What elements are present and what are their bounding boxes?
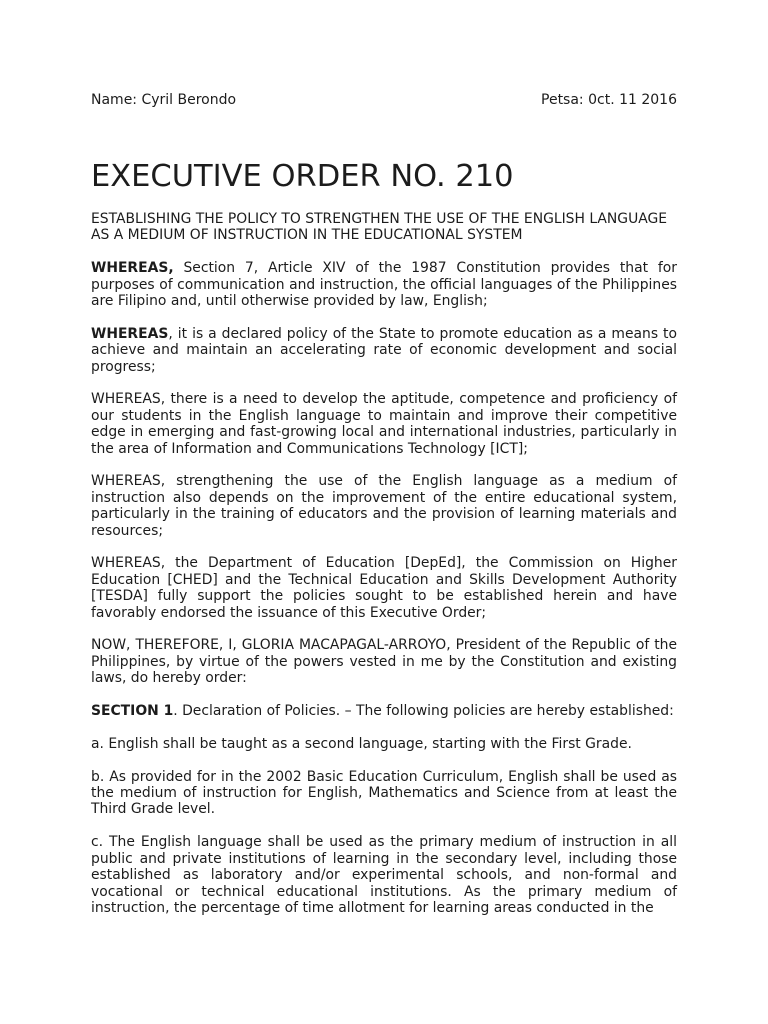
whereas-paragraph-3: WHEREAS, there is a need to develop the aptitude, competence and proficiency of our students in the English language to maintain and improve their competitive edge in emerging and fast-growing local and international industries, particularly in the area of Information and Communications Technology [ICT]; — [91, 391, 677, 457]
policy-item-c: c. The English language shall be used as the primary medium of instruction in all public and private institutions of learning in the secondary level, including those established as laboratory and/or experimental schools, and non-formal and vocational or technical educational institutions. As the primary medium of instruction, the percentage of time allotment for learning areas conducted in the — [91, 834, 677, 916]
whereas-paragraph-5: WHEREAS, the Department of Education [DepEd], the Commission on Higher Education [CHED] and the Technical Education and Skills Development Authority [TESDA] fully support the policies sought to be established herein and have favorably endorsed the issuance of this Executive Order; — [91, 555, 677, 621]
whereas-1-lead: WHEREAS, — [91, 260, 174, 277]
student-name: Name: Cyril Berondo — [91, 92, 237, 108]
document-date: Petsa: 0ct. 11 2016 — [541, 92, 677, 108]
whereas-paragraph-1 — [91, 260, 677, 309]
whereas-2-lead: WHEREAS — [91, 325, 169, 342]
policy-item-b: b. As provided for in the 2002 Basic Education Curriculum, English shall be used as the medium of instruction for English, Mathematics and Science from at least the Third Grade level. — [91, 768, 677, 818]
section-1-text: . Declaration of Policies. – The following policies are hereby established: — [173, 703, 674, 720]
whereas-paragraph-2 — [91, 326, 677, 375]
whereas-paragraph-4: WHEREAS, strengthening the use of the English language as a medium of instruction also depends on the improvement of the entire educational system, particularly in the training of educators and the provision of learning materials and resources; — [91, 473, 677, 539]
document-header — [91, 92, 677, 109]
whereas-1-text: Section 7, Article XIV of the 1987 Constitution provides that for purposes of communication and instruction, the official languages of the Philippines are Filipino and, until otherwise provided by law, English; — [91, 260, 677, 310]
document-title: EXECUTIVE ORDER NO. 210 — [91, 159, 514, 194]
section-1-paragraph — [91, 703, 677, 719]
policy-item-a: a. English shall be taught as a second language, starting with the First Grade. — [91, 735, 632, 752]
document-body — [91, 211, 677, 933]
section-1-lead: SECTION 1 — [91, 703, 174, 720]
order-subtitle: ESTABLISHING THE POLICY TO STRENGTHEN THE USE OF THE ENGLISH LANGUAGE AS A MEDIUM OF INSTRUCTION IN THE EDUCATIONAL SYSTEM — [91, 211, 668, 244]
now-therefore-paragraph: NOW, THEREFORE, I, GLORIA MACAPAGAL-ARROYO, President of the Republic of the Philippines, by virtue of the powers vested in me by the Constitution and existing laws, do hereby order: — [91, 637, 677, 687]
whereas-2-text: , it is a declared policy of the State to promote education as a means to achieve and maintain an accelerating rate of economic development and social progress; — [91, 325, 677, 375]
